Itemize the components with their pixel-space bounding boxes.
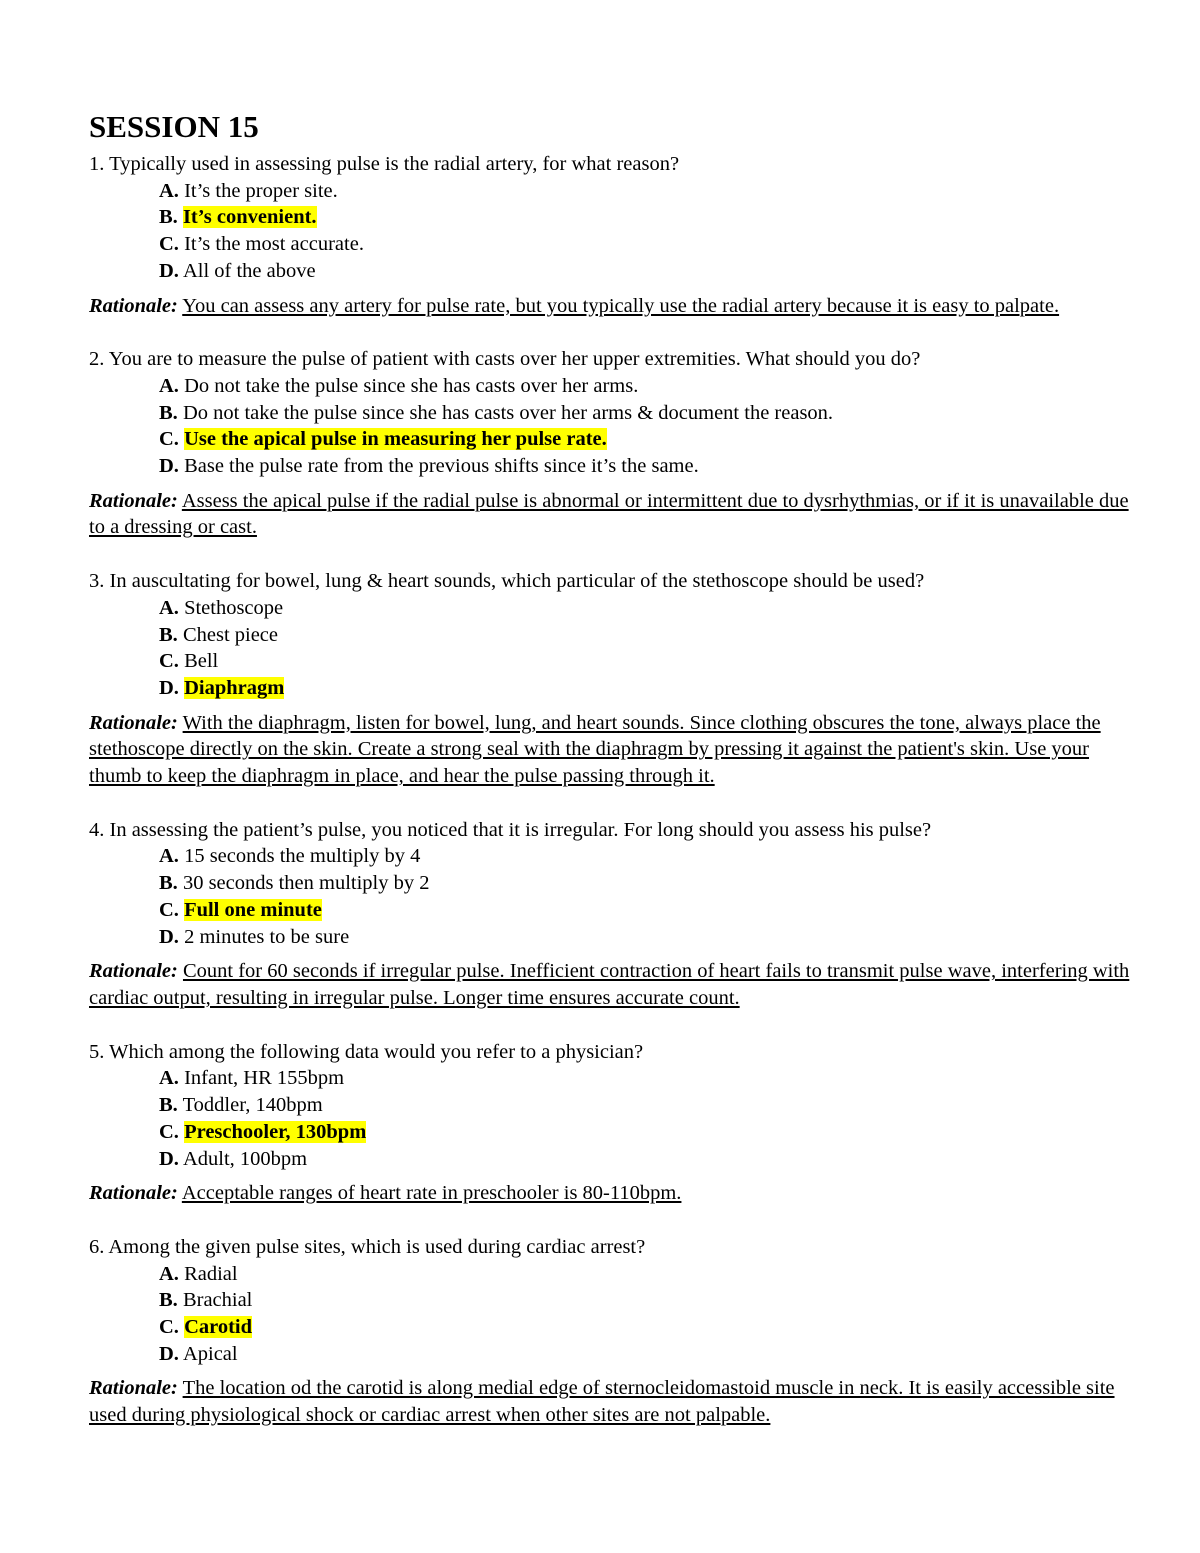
option-a	[159, 1261, 1140, 1288]
option-letter: D.	[159, 455, 179, 478]
option-letter: A.	[159, 179, 179, 202]
rationale	[89, 293, 1140, 320]
option-c	[159, 426, 1140, 453]
option-text: Infant, HR 155bpm	[184, 1067, 345, 1090]
rationale-text: You can assess any artery for pulse rate, but you typically use the radial artery because it is easy to palpate.	[182, 294, 1060, 317]
option-letter: B.	[159, 1094, 178, 1117]
option-list	[89, 373, 1140, 480]
option-text-correct: Full one minute	[184, 898, 322, 921]
option-letter: A.	[159, 845, 179, 868]
option-letter: D.	[159, 925, 179, 948]
question-block	[89, 346, 1140, 541]
option-text-correct: Preschooler, 130bpm	[184, 1120, 367, 1143]
option-letter: A.	[159, 1067, 179, 1090]
question-prompt: 2. You are to measure the pulse of patient with casts over her upper extremities. What should you do?	[89, 348, 921, 371]
question-block	[89, 1234, 1140, 1429]
question-list	[89, 151, 1140, 1429]
option-text: It’s the most accurate.	[184, 233, 364, 256]
option-text: Adult, 100bpm	[182, 1147, 308, 1170]
option-d	[159, 675, 1140, 702]
option-b	[159, 400, 1140, 427]
option-letter: C.	[159, 898, 179, 921]
option-text-correct: It’s convenient.	[182, 206, 317, 229]
option-text: 2 minutes to be sure	[184, 925, 350, 948]
option-text-correct: Use the apical pulse in measuring her pulse rate.	[184, 428, 607, 451]
rationale-label: Rationale:	[89, 711, 178, 734]
option-text-correct: Carotid	[184, 1316, 253, 1339]
option-d	[159, 453, 1140, 480]
option-text: Bell	[184, 650, 219, 673]
rationale	[89, 488, 1140, 541]
rationale-text: With the diaphragm, listen for bowel, lung, and heart sounds. Since clothing obscures the tone, always place the stethoscope directly on the skin. Create a strong seal with the diaphragm by pressing it against the patient's skin. Use your thumb to keep the diaphragm in place, and hear the pulse passing through it.	[89, 711, 1101, 788]
option-list	[89, 1065, 1140, 1172]
option-text: 30 seconds then multiply by 2	[182, 872, 430, 895]
option-text: Toddler, 140bpm	[182, 1094, 323, 1117]
rationale-label: Rationale:	[89, 489, 178, 512]
option-letter: D.	[159, 676, 179, 699]
option-letter: B.	[159, 623, 178, 646]
option-d	[159, 924, 1140, 951]
option-list	[89, 843, 1140, 950]
option-a	[159, 373, 1140, 400]
option-letter: A.	[159, 374, 179, 397]
option-d	[159, 1146, 1140, 1173]
option-list	[89, 1261, 1140, 1368]
question-prompt: 4. In assessing the patient’s pulse, you noticed that it is irregular. For long should you assess his pulse?	[89, 818, 932, 841]
option-b	[159, 870, 1140, 897]
option-a	[159, 843, 1140, 870]
option-letter: B.	[159, 1289, 178, 1312]
question-block	[89, 568, 1140, 790]
question-prompt: 1. Typically used in assessing pulse is the radial artery, for what reason?	[89, 153, 680, 175]
rationale-text: Acceptable ranges of heart rate in preschooler is 80-110bpm.	[181, 1182, 682, 1205]
option-letter: B.	[159, 872, 178, 895]
question-block	[89, 1039, 1140, 1207]
option-letter: A.	[159, 596, 179, 619]
option-text: Apical	[182, 1342, 238, 1365]
question-block	[89, 151, 1140, 319]
option-a	[159, 595, 1140, 622]
option-text: 15 seconds the multiply by 4	[184, 845, 421, 868]
rationale-label: Rationale:	[89, 1182, 178, 1205]
option-text: Stethoscope	[184, 596, 284, 619]
session-title: SESSION 15	[89, 109, 259, 144]
option-letter: C.	[159, 428, 179, 451]
option-b	[159, 622, 1140, 649]
option-text: Do not take the pulse since she has casts over her arms & document the reason.	[182, 401, 834, 424]
question-block	[89, 817, 1140, 1012]
question-prompt: 5. Which among the following data would you refer to a physician?	[89, 1040, 644, 1063]
option-d	[159, 1341, 1140, 1368]
option-list	[89, 178, 1140, 285]
rationale	[89, 1180, 1140, 1207]
rationale-text: Assess the apical pulse if the radial pulse is abnormal or intermittent due to dysrhythmias, or if it is unavailable due to a dressing or cast.	[89, 489, 1129, 539]
rationale	[89, 1375, 1140, 1428]
option-letter: A.	[159, 1262, 179, 1285]
option-d	[159, 258, 1140, 285]
option-c	[159, 897, 1140, 924]
question-prompt: 6. Among the given pulse sites, which is used during cardiac arrest?	[89, 1235, 646, 1258]
option-c	[159, 1119, 1140, 1146]
option-text: Do not take the pulse since she has casts over her arms.	[184, 374, 639, 397]
option-letter: D.	[159, 259, 179, 282]
option-letter: B.	[159, 401, 178, 424]
option-letter: B.	[159, 206, 178, 229]
rationale-label: Rationale:	[89, 960, 178, 983]
option-a	[159, 1065, 1140, 1092]
option-text: Base the pulse rate from the previous shifts since it’s the same.	[184, 455, 699, 478]
option-text: All of the above	[182, 259, 316, 282]
rationale	[89, 958, 1140, 1011]
option-a	[159, 178, 1140, 205]
rationale-text: The location od the carotid is along medial edge of sternocleidomastoid muscle in neck. It is easily accessible site used during physiological shock or cardiac arrest when other sites are not palpable.	[89, 1377, 1115, 1427]
option-text-correct: Diaphragm	[184, 676, 285, 699]
rationale	[89, 710, 1140, 790]
option-letter: C.	[159, 650, 179, 673]
option-text: Radial	[184, 1262, 238, 1285]
option-c	[159, 1314, 1140, 1341]
option-b	[159, 204, 1140, 231]
rationale-label: Rationale:	[89, 294, 178, 317]
option-list	[89, 595, 1140, 702]
option-letter: C.	[159, 233, 179, 256]
option-c	[159, 648, 1140, 675]
option-text: It’s the proper site.	[184, 179, 338, 202]
option-letter: C.	[159, 1120, 179, 1143]
rationale-text: Count for 60 seconds if irregular pulse. Inefficient contraction of heart fails to transmit pulse wave, interfering with cardiac output, resulting in irregular pulse. Longer time ensures accurate count.	[89, 960, 1130, 1009]
option-letter: D.	[159, 1147, 179, 1170]
option-text: Brachial	[182, 1289, 253, 1312]
option-text: Chest piece	[182, 623, 279, 646]
option-letter: C.	[159, 1316, 179, 1339]
rationale-label: Rationale:	[89, 1377, 178, 1400]
option-letter: D.	[159, 1342, 179, 1365]
option-b	[159, 1287, 1140, 1314]
question-prompt: 3. In auscultating for bowel, lung & heart sounds, which particular of the stethoscope should be used?	[89, 570, 925, 593]
option-b	[159, 1092, 1140, 1119]
option-c	[159, 231, 1140, 258]
